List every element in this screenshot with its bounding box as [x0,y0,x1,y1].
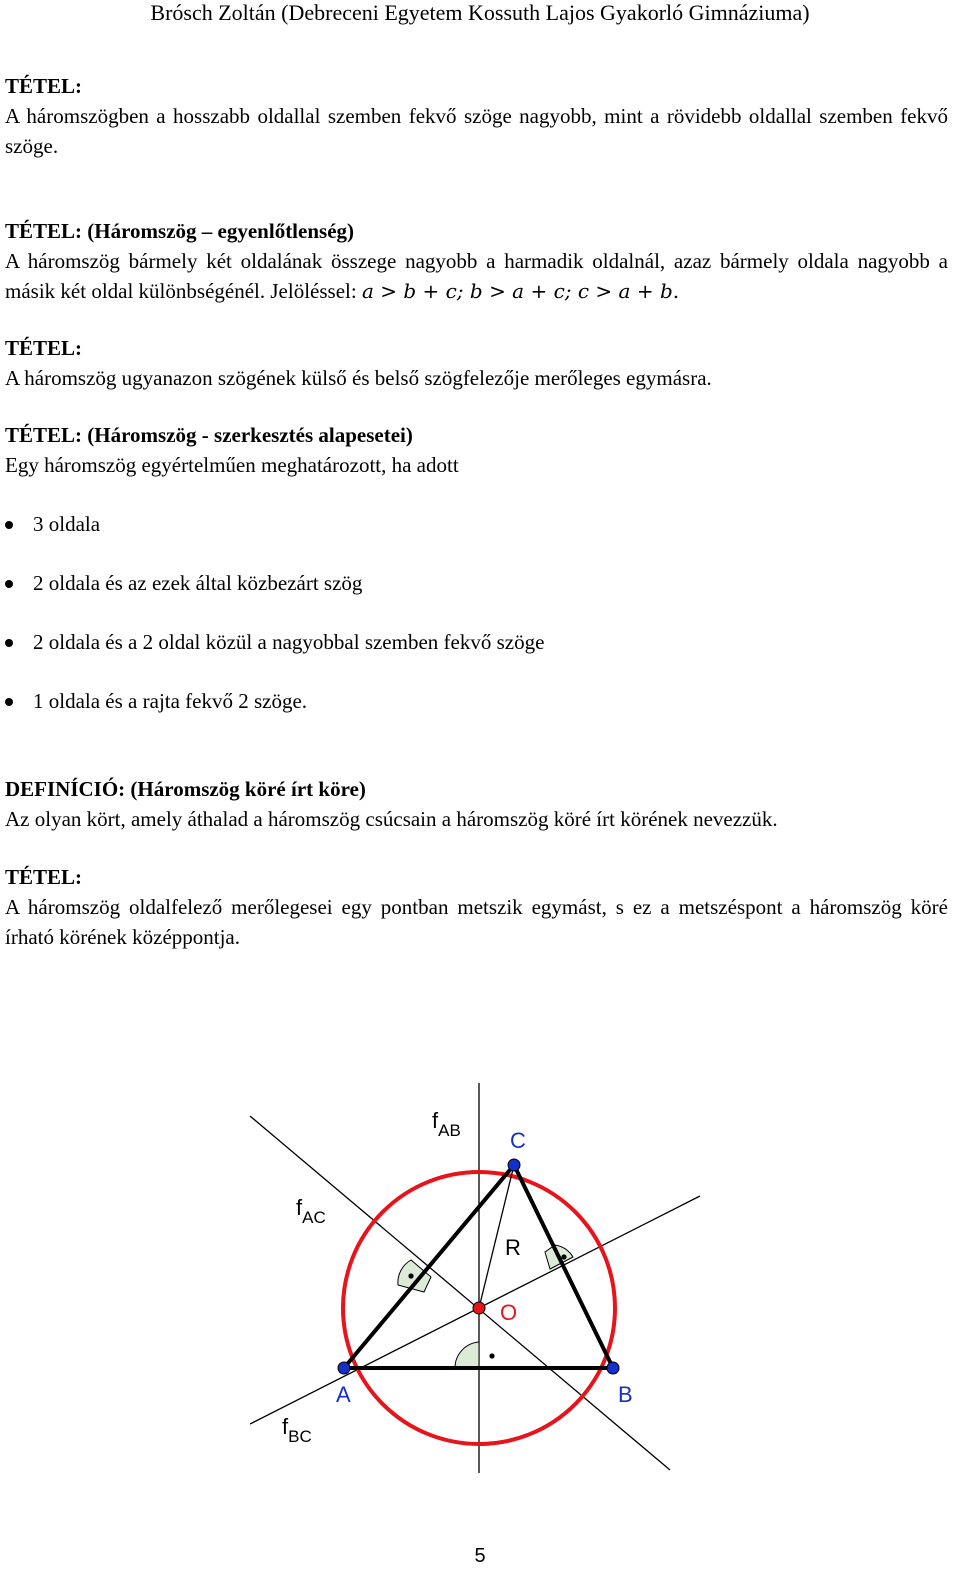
vertex-b-point [607,1362,619,1374]
theorem-angle-bisectors [5,333,948,393]
theorem-text [5,246,948,306]
list-item-text: 1 oldala és a rajta fekvő 2 szöge. [33,689,308,713]
theorem-construction-cases [5,420,948,716]
label-f-bc [282,1414,312,1446]
list-item [5,686,948,716]
list-item-text: 2 oldala és a 2 oldal közül a nagyobbal szemben fekvő szöge [33,630,545,654]
right-angle-marker-ab [455,1342,479,1368]
theorem-label: TÉTEL: (Háromszög – egyenlőtlenség) [5,219,355,243]
bullet-icon [5,698,13,706]
label-r: R [505,1235,521,1260]
page-header: Brósch Zoltán (Debreceni Egyetem Kossuth Lajos Gyakorló Gimnáziuma) [150,0,810,25]
theorem-1 [5,71,948,161]
document-body [5,71,948,952]
math-formula: a > b + c; b > a + c; c > a + b. [361,279,680,303]
right-angle-dot-ac [408,1273,413,1278]
label-f-ac [296,1195,326,1227]
list-item-text: 3 oldala [33,512,101,536]
vertex-c-point [508,1159,520,1171]
label-b: B [618,1382,633,1407]
theorem-text: A háromszög oldalfelező merőlegesei egy pontban metszik egymást, s ez a metszéspont a háromszög köré írható körének középpontja. [5,895,948,949]
definition-label: DEFINÍCIÓ: (Háromszög köré írt köre) [5,777,366,801]
theorem-text: A háromszög ugyanazon szögének külső és belső szögfelezője merőleges egymásra. [5,366,712,390]
theorem-label: TÉTEL: [5,74,83,98]
circumcircle-figure [230,1080,710,1480]
definition-text: Az olyan kört, amely áthalad a háromszög csúcsain a háromszög köré írt körének nevezzük. [5,807,778,831]
theorem-text: Egy háromszög egyértelműen meghatározott, ha adott [5,453,459,477]
theorem-label: TÉTEL: [5,865,83,889]
list-item [5,568,948,598]
theorem-label: TÉTEL: [5,336,83,360]
bullet-icon [5,580,13,588]
center-o-point [473,1302,485,1314]
label-f-ab-sub: AB [438,1121,461,1140]
label-f-ab-main: f [432,1108,439,1133]
bullet-list [5,509,948,716]
theorem-label: TÉTEL: (Háromszög - szerkesztés alapesetei) [5,423,413,447]
label-c: C [510,1128,526,1153]
theorem-perpendicular-bisectors [5,862,948,952]
bisector-line-ac [250,1116,670,1470]
definition-circumcircle [5,774,948,834]
list-item [5,509,948,539]
bullet-icon [5,639,13,647]
vertex-a-point [338,1362,350,1374]
label-f-bc-main: f [282,1414,289,1439]
label-f-ab [432,1108,461,1140]
label-a: A [336,1382,351,1407]
bullet-icon [5,521,13,529]
theorem-text-part: A háromszög bármely két oldalának összege nagyobb a harmadik oldalnál, azaz bármely oldala nagyobb a másik két oldal különbségénél. Jelöléssel: [5,249,948,303]
theorem-text: A háromszögben a hosszabb oldallal szemben fekvő szöge nagyobb, mint a rövidebb oldallal szemben fekvő szöge. [5,104,948,158]
label-o: O [500,1300,518,1325]
list-item [5,627,948,657]
page-number: 5 [474,1545,486,1567]
list-item-text: 2 oldala és az ezek által közbezárt szög [33,571,363,595]
right-angle-dot-ab [489,1353,494,1358]
label-f-bc-sub: BC [288,1427,312,1446]
label-f-ac-main: f [296,1195,303,1220]
theorem-triangle-inequality [5,216,948,306]
right-angle-dot-bc [561,1254,566,1259]
label-f-ac-sub: AC [302,1208,326,1227]
